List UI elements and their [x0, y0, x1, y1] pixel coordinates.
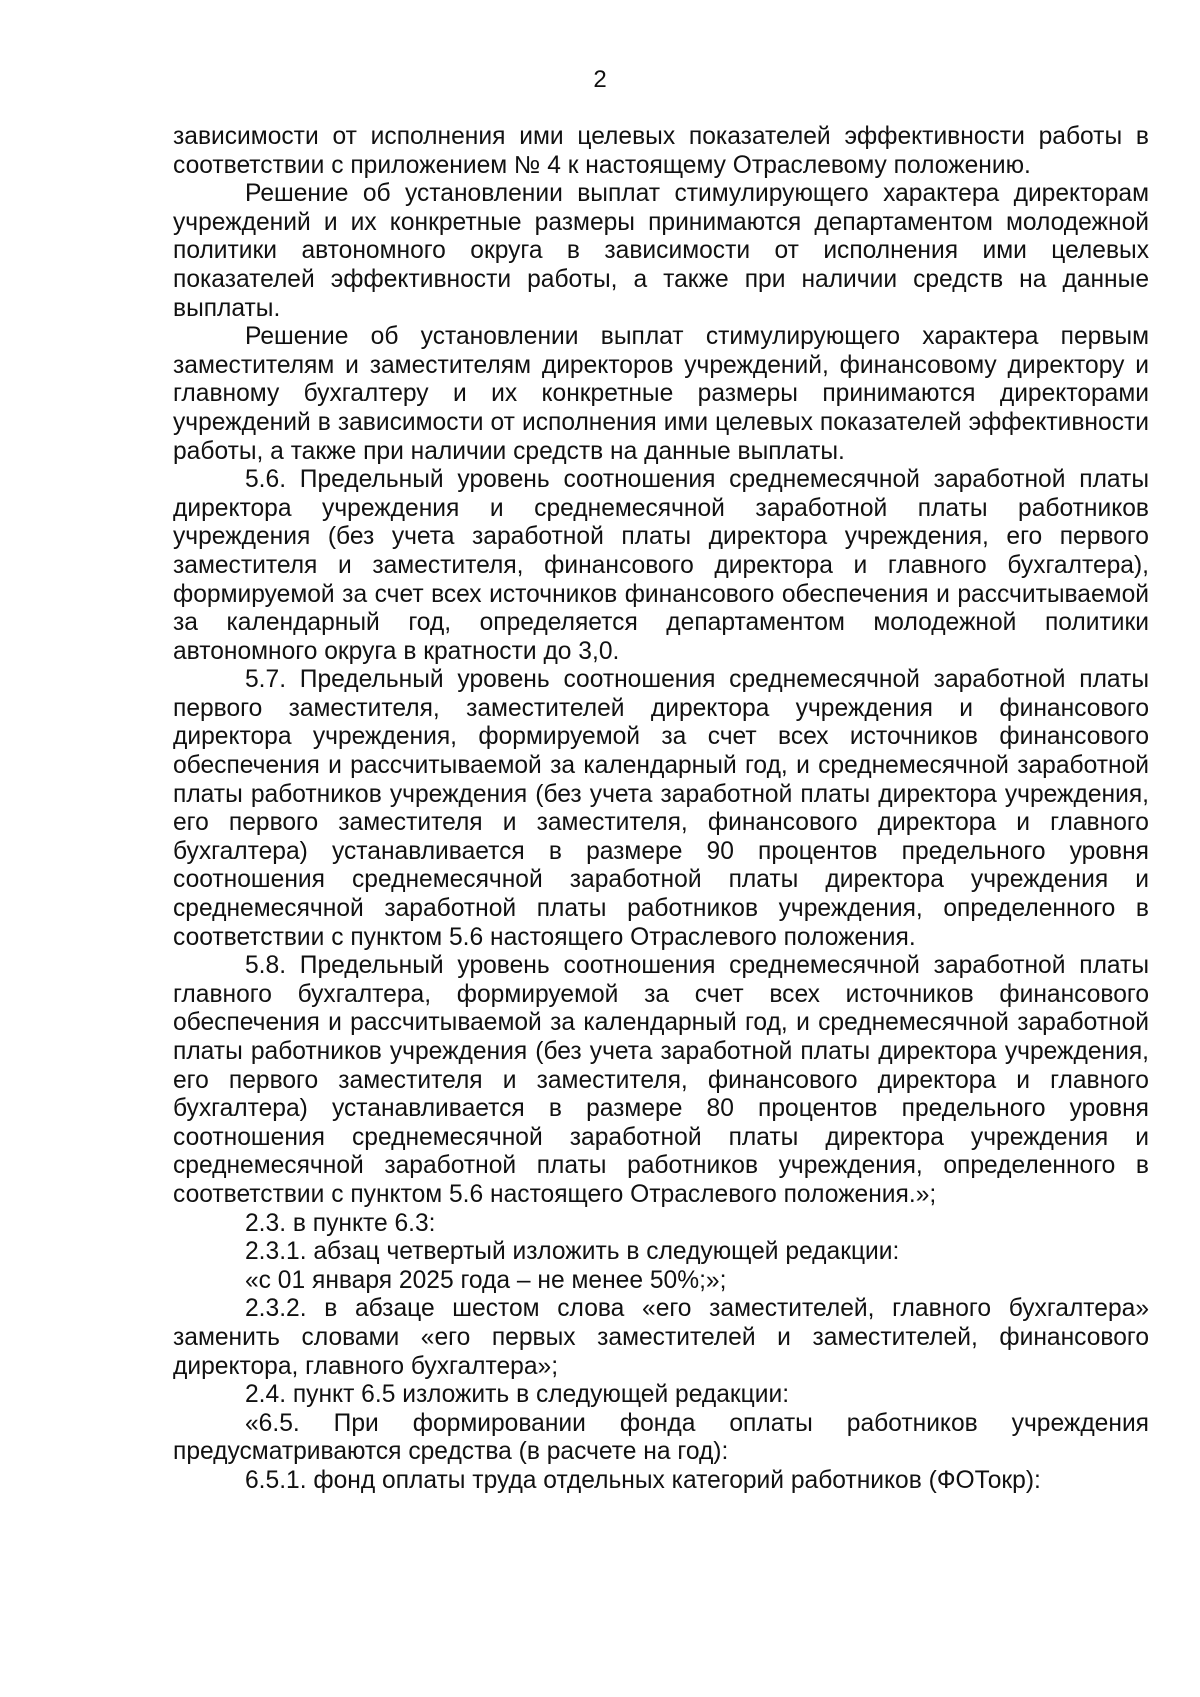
page-number: 2	[593, 66, 607, 93]
paragraph-5-6: 5.6. Предельный уровень соотношения среднемесячной заработной платы директора учреждения и среднемесячной заработной платы работников учреждения (без учета заработной платы директора учреждения, его первого заместителя и заместителя, финансового директора и главного бухгалтера), формируемой за счет всех источников финансового обеспечения и рассчитываемой за календарный год, определяется департаментом молодежной политики автономного округа в кратности до 3,0.	[173, 466, 1149, 665]
paragraph: Решение об установлении выплат стимулирующего характера директорам учреждений и их конкретные размеры принимаются департаментом молодежной политики автономного округа в зависимости от исполнения ими целевых показателей эффективности работы, а также при наличии средств на данные выплаты.	[173, 180, 1149, 322]
paragraph-5-7: 5.7. Предельный уровень соотношения среднемесячной заработной платы первого заместителя, заместителей директора учреждения и финансового директора учреждения, формируемой за счет всех источников финансового обеспечения и рассчитываемой за календарный год, и среднемесячной заработной платы работников учреждения (без учета заработной платы директора учреждения, его первого заместителя и заместителя, финансового директора и главного бухгалтера) устанавливается в размере 90 процентов предельного уровня соотношения среднемесячной заработной платы директора учреждения и среднемесячной заработной платы работников учреждения, определенного в соответствии с пунктом 5.6 настоящего Отраслевого положения.	[173, 666, 1149, 951]
paragraph-2-3: 2.3. в пункте 6.3:	[245, 1209, 436, 1237]
paragraph-2-4: 2.4. пункт 6.5 изложить в следующей редакции:	[245, 1381, 790, 1409]
document-body	[173, 123, 1149, 1496]
paragraph-6-5: «6.5. При формировании фонда оплаты работников учреждения предусматриваются средства (в расчете на год):	[173, 1409, 1149, 1466]
paragraph-2-3-1: 2.3.1. абзац четвертый изложить в следующей редакции:	[245, 1238, 900, 1266]
paragraph: Решение об установлении выплат стимулирующего характера первым заместителям и заместителям директоров учреждений, финансовому директору и главному бухгалтеру и их конкретные размеры принимаются директорами учреждений в зависимости от исполнения ими целевых показателей эффективности работы, а также при наличии средств на данные выплаты.	[173, 323, 1149, 465]
paragraph: зависимости от исполнения ими целевых показателей эффективности работы в соответствии с приложением № 4 к настоящему Отраслевому положению.	[173, 123, 1149, 179]
paragraph-5-8: 5.8. Предельный уровень соотношения среднемесячной заработной платы главного бухгалтера, формируемой за счет всех источников финансового обеспечения и рассчитываемой за календарный год, и среднемесячной заработной платы работников учреждения (без учета заработной платы директора учреждения, его первого заместителя и заместителя, финансового директора и главного бухгалтера) устанавливается в размере 80 процентов предельного уровня соотношения среднемесячной заработной платы директора учреждения и среднемесячной заработной платы работников учреждения, определенного в соответствии с пунктом 5.6 настоящего Отраслевого положения.»;	[173, 952, 1149, 1208]
paragraph-6-5-1: 6.5.1. фонд оплаты труда отдельных категорий работников (ФОТокр):	[245, 1466, 1041, 1494]
paragraph-2-3-2: 2.3.2. в абзаце шестом слова «его заместителей, главного бухгалтера» заменить словами «его первых заместителей и заместителей, финансового директора, главного бухгалтера»;	[173, 1295, 1149, 1380]
quoted-amendment: «с 01 января 2025 года – не менее 50%;»;	[245, 1266, 727, 1294]
